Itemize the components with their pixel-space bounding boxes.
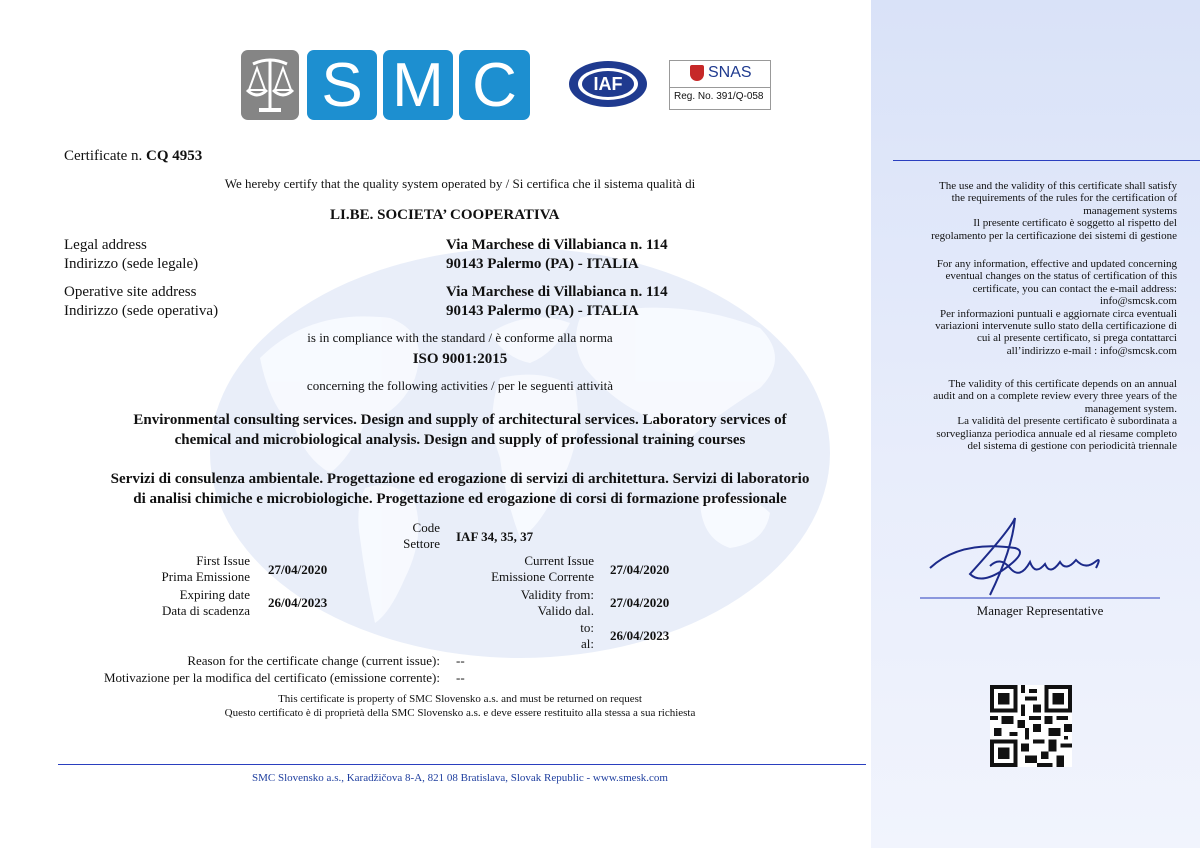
sidebar-paragraph-validity-rules <box>900 180 1177 242</box>
sidebar-p2-line: eventual changes on the status of certification of this <box>945 270 1177 283</box>
property-note-en: This certificate is property of SMC Slovensko a.s. and must be returned on request <box>278 693 642 705</box>
iaf-logo <box>568 60 648 108</box>
sidebar-p1-line: Il presente certificato è soggetto al rispetto del <box>973 217 1177 230</box>
legal-address-line1: Via Marchese di Villabianca n. 114 <box>446 237 668 253</box>
sidebar-top-rule <box>893 160 1200 161</box>
legal-address-line2: 90143 Palermo (PA) - ITALIA <box>446 256 639 272</box>
expiring-date-label-en: Expiring date <box>179 587 250 602</box>
scope-it-line1: Servizi di consulenza ambientale. Progettazione ed erogazione di servizi di architettura. Servizi di laboratorio <box>110 471 810 487</box>
sidebar-p1-line: management systems <box>1083 204 1177 217</box>
sidebar-p2-line: all’indirizzo e-mail : info@smcsk.com <box>1006 344 1177 357</box>
standard: ISO 9001:2015 <box>412 351 508 367</box>
certificate-number-value: CQ 4953 <box>146 148 203 164</box>
snas-logo <box>669 60 771 110</box>
scope-it-line2: di analisi chimiche e microbiologiche. Progettazione ed erogazione di corsi di formazione professionale <box>133 491 787 507</box>
snas-reg: Reg. No. 391/Q-058 <box>674 91 764 102</box>
current-issue-label-en: Current Issue <box>524 553 594 568</box>
operative-address-line1: Via Marchese di Villabianca n. 114 <box>446 284 668 300</box>
activities-line: concerning the following activities / per le seguenti attività <box>306 378 614 393</box>
sidebar-p1-line: The use and the validity of this certificate shall satisfy <box>939 180 1177 192</box>
qr-code-icon <box>990 685 1072 767</box>
legal-address-label-en: Legal address <box>64 237 147 253</box>
code-label-en: Code <box>412 520 440 535</box>
expiring-date-label-it: Data di scadenza <box>161 603 250 618</box>
sidebar-p1-line: the requirements of the rules for the certification of <box>951 192 1177 205</box>
signature-caption: Manager Representative <box>976 603 1104 618</box>
reason-value-it: -- <box>456 670 465 685</box>
first-issue-label-it: Prima Emissione <box>161 569 250 584</box>
scope-en-line1: Environmental consulting services. Design and supply of architectural services. Laboratory services of <box>133 412 787 428</box>
compliance-line: is in compliance with the standard / è conforme alla norma <box>307 330 613 345</box>
validity-to-label-it: al: <box>581 636 594 651</box>
sidebar-paragraph-contact <box>900 258 1177 357</box>
current-issue-label-it: Emissione Corrente <box>491 569 594 584</box>
validity-from-label-en: Validity from: <box>520 587 594 602</box>
first-issue-label-en: First Issue <box>196 553 250 568</box>
validity-to-label-en: to: <box>580 620 594 635</box>
scales-icon <box>241 50 299 120</box>
sidebar-p2-line: certificate, you can contact the e-mail address: <box>972 282 1177 295</box>
sidebar-p2-line: For any information, effective and updated concerning <box>936 258 1177 270</box>
code-label-it: Settore <box>403 536 440 551</box>
scales-logo-tile <box>241 50 299 120</box>
legal-address-label-it: Indirizzo (sede legale) <box>64 256 199 272</box>
company-name: LI.BE. SOCIETA’ COOPERATIVA <box>330 207 560 223</box>
validity-from-label-it: Valido dal. <box>537 603 594 618</box>
sidebar-p2-line: variazioni intervenute sullo stato della certificazione di <box>935 320 1177 333</box>
sidebar-p3-line: The validity of this certificate depends on an annual <box>948 378 1177 390</box>
sidebar-p3-line: management system. <box>1084 402 1177 415</box>
sidebar-p3-line: La validità del presente certificato è subordinata a <box>957 415 1177 428</box>
sidebar-p1-line: regolamento per la certificazione dei sistemi di gestione <box>931 229 1177 242</box>
sidebar-p2-line: Per informazioni puntuali e aggiornate circa eventuali <box>939 307 1177 320</box>
footer-address: SMC Slovensko a.s., Karadžičova 8-A, 821 08 Bratislava, Slovak Republic - www.smesk.com <box>251 772 668 784</box>
validity-from-value: 27/04/2020 <box>610 595 670 610</box>
sidebar-p2-line: info@smcsk.com <box>1099 295 1177 308</box>
smc-letter-m: M <box>392 51 444 120</box>
operative-address-label-it: Indirizzo (sede operativa) <box>64 303 219 319</box>
property-note-it: Questo certificato è di proprietà della SMC Slovensko a.s. e deve essere restituito alla stessa a sua richiesta <box>224 707 696 719</box>
sidebar-p2-line: cui al presente certificato, si prega contattarci <box>976 332 1177 345</box>
reason-label-it: Motivazione per la modifica del certificato (emissione corrente): <box>103 670 440 685</box>
sidebar-p3-line: sorveglianza periodica annuale ed al riesame completo <box>936 427 1177 440</box>
code-value: IAF 34, 35, 37 <box>456 529 534 544</box>
certificate-number <box>64 148 202 165</box>
snas-text: SNAS <box>708 64 752 81</box>
reason-label-en: Reason for the certificate change (current issue): <box>187 653 440 668</box>
sidebar-p3-line: del sistema di gestione con periodicità triennale <box>967 440 1177 453</box>
expiring-date-value: 26/04/2023 <box>268 595 328 610</box>
operative-address-label-en: Operative site address <box>64 284 197 300</box>
current-issue-value: 27/04/2020 <box>610 562 670 577</box>
sidebar-paragraph-audit <box>900 378 1177 452</box>
reason-value-en: -- <box>456 653 465 668</box>
operative-address-line2: 90143 Palermo (PA) - ITALIA <box>446 303 639 319</box>
smc-letter-c: C <box>472 51 517 120</box>
validity-to-value: 26/04/2023 <box>610 628 670 643</box>
scope-en-line2: chemical and microbiological analysis. Design and supply of professional training courses <box>174 432 746 448</box>
certify-line: We hereby certify that the quality system operated by / Si certifica che il sistema qualità di <box>224 176 696 191</box>
footer-rule <box>58 764 866 765</box>
smc-letter-s: S <box>321 51 363 120</box>
sidebar-p3-line: audit and on a complete review every three years of the <box>933 390 1177 403</box>
smc-logo <box>241 50 530 120</box>
iaf-text: IAF <box>593 74 623 94</box>
slovak-shield-icon <box>690 65 704 81</box>
signature-image <box>920 510 1160 605</box>
first-issue-value: 27/04/2020 <box>268 562 328 577</box>
certificate-number-label: Certificate n. <box>64 148 143 164</box>
